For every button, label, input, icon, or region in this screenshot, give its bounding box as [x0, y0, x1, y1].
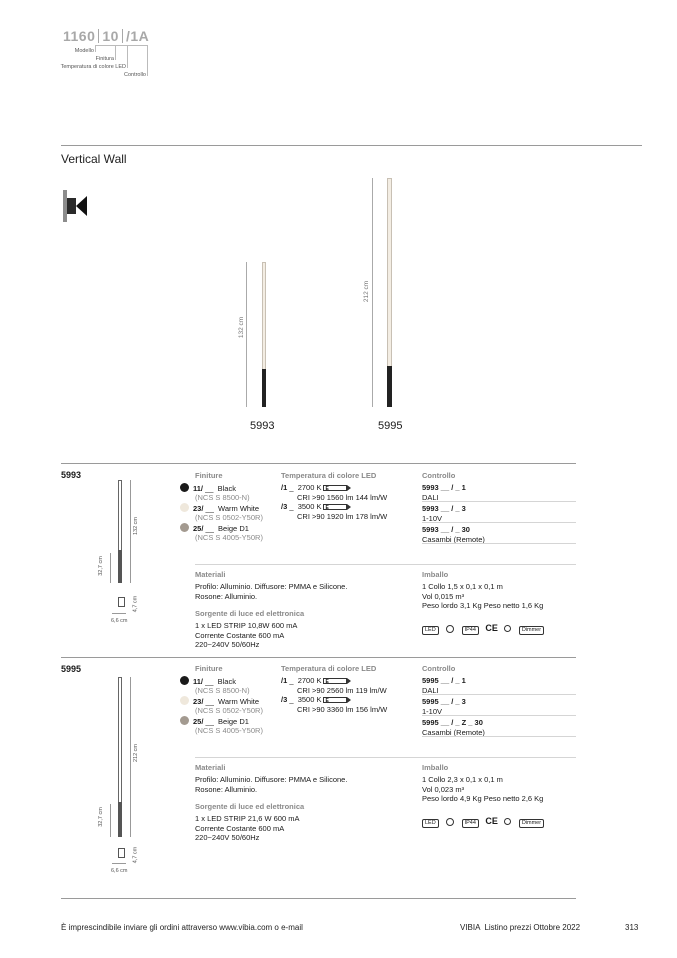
- finish-warm-white: 23/ __ Warm White: [180, 696, 280, 706]
- control-dali-label: DALI: [422, 492, 439, 502]
- source-title: Sorgente di luce ed elettronica: [195, 609, 305, 618]
- legend-label-control: Controllo: [123, 72, 146, 78]
- block-5993-width: 6,6 cm: [111, 618, 128, 624]
- recycle-icon: [504, 818, 511, 825]
- finish-beige: 25/ __ Beige D1: [180, 716, 280, 726]
- finish-beige-ncs: (NCS S 4005-Y50R): [195, 533, 263, 542]
- ce-mark-icon: CE: [485, 622, 498, 633]
- block-5995-height: 212 cm: [133, 743, 140, 763]
- block-5993-height: 132 cm: [133, 516, 140, 536]
- control-110v-label: 1-10V: [422, 513, 443, 523]
- source-line-2: Corrente Costante 600 mA: [195, 630, 285, 640]
- energy-class-icon: E: [323, 504, 347, 510]
- block-5995-materials: [195, 763, 415, 843]
- finish-beige: 25/ __ Beige D1: [180, 523, 280, 533]
- legend-code-temp: /1A: [125, 28, 150, 44]
- control-110v-code: 5993 __ / _ 3: [422, 504, 466, 513]
- swatch-beige: [180, 716, 189, 725]
- legend-code-finish: 10: [102, 28, 119, 44]
- materials-title: Materiali: [195, 570, 226, 579]
- cert-badges: [422, 811, 576, 829]
- source-line-1: 1 x LED STRIP 10,8W 600 mA: [195, 621, 298, 630]
- wall-lamp-icon: [63, 190, 91, 222]
- temp-2700: /1 _ 2700 K E: [281, 676, 416, 686]
- block-5993-finishes: [180, 471, 280, 543]
- block-5995-pack: [422, 763, 576, 829]
- control-casambi-code: 5995 __ / _ Z _ 30: [422, 718, 483, 727]
- block-5993-rule: [61, 463, 576, 464]
- swatch-black: [180, 676, 189, 685]
- finishes-title: Finiture: [195, 471, 223, 480]
- finish-warm-white-ncs: (NCS S 0502-Y50R): [195, 513, 263, 522]
- control-110v-code: 5995 __ / _ 3: [422, 697, 466, 706]
- block-5995-mount: 32,7 cm: [97, 807, 104, 827]
- drawing-5995-height: 212 cm: [363, 280, 371, 303]
- footer-brand: VIBIA Listino prezzi Ottobre 2022: [460, 923, 581, 932]
- class-ii-icon: [446, 818, 454, 826]
- block-5993-temps: [281, 471, 416, 521]
- ce-mark-icon: CE: [485, 815, 498, 826]
- pack-line-3: Peso lordo 4,9 Kg Peso netto 2,6 Kg: [422, 794, 544, 803]
- block-5995-depth: 4,7 cm: [132, 846, 139, 864]
- control-casambi-label: Casambi (Remote): [422, 534, 485, 544]
- block-5993-depth: 4,7 cm: [132, 595, 139, 613]
- finish-black: 11/ __ Black: [180, 676, 280, 686]
- code-legend: [55, 28, 155, 83]
- pack-title: Imballo: [422, 570, 449, 579]
- legend-label-temp: Temperatura di colore LED: [60, 64, 126, 70]
- finish-beige-ncs: (NCS S 4005-Y50R): [195, 726, 263, 735]
- materials-line-2: Rosone: Alluminio.: [195, 784, 258, 794]
- drawing-5993: [228, 262, 288, 412]
- block-5995-width: 6,6 cm: [111, 868, 128, 874]
- pack-line-1: 1 Collo 1,5 x 0,1 x 0,1 m: [422, 582, 503, 591]
- temp-3500-detail: CRI >90 3360 lm 156 lm/W: [297, 704, 388, 714]
- block-5995-rule: [61, 657, 576, 658]
- finish-black: 11/ __ Black: [180, 483, 280, 493]
- source-line-3: 220~240V 50/60Hz: [195, 640, 260, 649]
- block-5993-mount: 32,7 cm: [97, 556, 104, 576]
- source-line-1: 1 x LED STRIP 21,6 W 600 mA: [195, 814, 300, 823]
- temps-title: Temperatura di colore LED: [281, 664, 377, 673]
- dimmer-badge: Dimmer: [519, 819, 544, 828]
- block-5993-materials: [195, 570, 415, 650]
- temp-2700-detail: CRI >90 2560 lm 119 lm/W: [297, 685, 387, 695]
- control-110v-label: 1-10V: [422, 706, 443, 716]
- block-5995-temps: [281, 664, 416, 714]
- page-number: 313: [625, 923, 639, 932]
- control-dali-label: DALI: [422, 685, 439, 695]
- controls-title: Controllo: [422, 664, 456, 673]
- materials-line-2: Rosone: Alluminio.: [195, 591, 258, 601]
- block-5993-controls: [422, 471, 576, 502]
- temps-title: Temperatura di colore LED: [281, 471, 377, 480]
- model-label-5995: 5995: [378, 420, 403, 432]
- swatch-warm-white: [180, 503, 189, 512]
- temp-3500: /3 _ 3500 K E: [281, 502, 416, 512]
- block-5993-pack: [422, 570, 576, 636]
- control-casambi-label: Casambi (Remote): [422, 727, 485, 737]
- finish-black-ncs: (NCS S 8500-N): [195, 686, 250, 695]
- block-5995-diagram: [90, 672, 150, 877]
- finish-warm-white-ncs: (NCS S 0502-Y50R): [195, 706, 263, 715]
- energy-class-icon: E: [323, 678, 347, 684]
- materials-line-1: Profilo: Alluminio. Diffusore: PMMA e Silicone.: [195, 775, 348, 784]
- materials-line-1: Profilo: Alluminio. Diffusore: PMMA e Silicone.: [195, 582, 348, 591]
- legend-code-model: 1160: [63, 28, 96, 44]
- temp-2700: /1 _ 2700 K E: [281, 483, 416, 493]
- class-ii-icon: [446, 625, 454, 633]
- model-label-5993: 5993: [250, 420, 275, 432]
- led-badge: LED: [422, 819, 439, 828]
- source-line-3: 220~240V 50/60Hz: [195, 833, 260, 842]
- legend-label-finish: Finitura: [95, 56, 114, 62]
- block-5995-code: 5995: [61, 664, 82, 674]
- swatch-warm-white: [180, 696, 189, 705]
- block-5995-controls: [422, 664, 576, 695]
- temp-2700-detail: CRI >90 1560 lm 144 lm/W: [297, 492, 388, 502]
- pack-line-3: Peso lordo 3,1 Kg Peso netto 1,6 Kg: [422, 601, 544, 610]
- controls-title: Controllo: [422, 471, 456, 480]
- source-title: Sorgente di luce ed elettronica: [195, 802, 305, 811]
- swatch-black: [180, 483, 189, 492]
- section-top-rule: [61, 145, 642, 146]
- cert-badges: [422, 618, 576, 636]
- control-dali-code: 5993 __ / _ 1: [422, 483, 466, 492]
- recycle-icon: [504, 625, 511, 632]
- source-line-2: Corrente Costante 600 mA: [195, 823, 285, 833]
- footer-rule: [61, 898, 576, 899]
- ip44-badge: IP44: [462, 819, 479, 828]
- swatch-beige: [180, 523, 189, 532]
- finishes-title: Finiture: [195, 664, 223, 673]
- ip44-badge: IP44: [462, 626, 479, 635]
- section-title: Vertical Wall: [61, 152, 127, 166]
- block-5993-diagram: [90, 475, 150, 630]
- pack-line-2: Vol 0,015 m³: [422, 591, 465, 601]
- drawing-5995: [355, 178, 415, 410]
- temp-3500: /3 _ 3500 K E: [281, 695, 416, 705]
- dimmer-badge: Dimmer: [519, 626, 544, 635]
- finish-warm-white: 23/ __ Warm White: [180, 503, 280, 513]
- temp-3500-detail: CRI >90 1920 lm 178 lm/W: [297, 511, 388, 521]
- finish-black-ncs: (NCS S 8500-N): [195, 493, 250, 502]
- energy-class-icon: E: [323, 485, 347, 491]
- materials-title: Materiali: [195, 763, 226, 772]
- control-dali-code: 5995 __ / _ 1: [422, 676, 466, 685]
- block-5995-finishes: [180, 664, 280, 736]
- control-casambi-code: 5993 __ / _ 30: [422, 525, 470, 534]
- energy-class-icon: E: [323, 697, 347, 703]
- pack-line-2: Vol 0,023 m³: [422, 784, 465, 794]
- footer-note: È imprescindibile inviare gli ordini attraverso www.vibia.com o e-mail: [61, 923, 303, 932]
- pack-title: Imballo: [422, 763, 449, 772]
- drawing-5993-height: 132 cm: [238, 316, 246, 339]
- block-5993-code: 5993: [61, 470, 82, 480]
- legend-label-model: Modello: [74, 48, 94, 54]
- pack-line-1: 1 Collo 2,3 x 0,1 x 0,1 m: [422, 775, 503, 784]
- led-badge: LED: [422, 626, 439, 635]
